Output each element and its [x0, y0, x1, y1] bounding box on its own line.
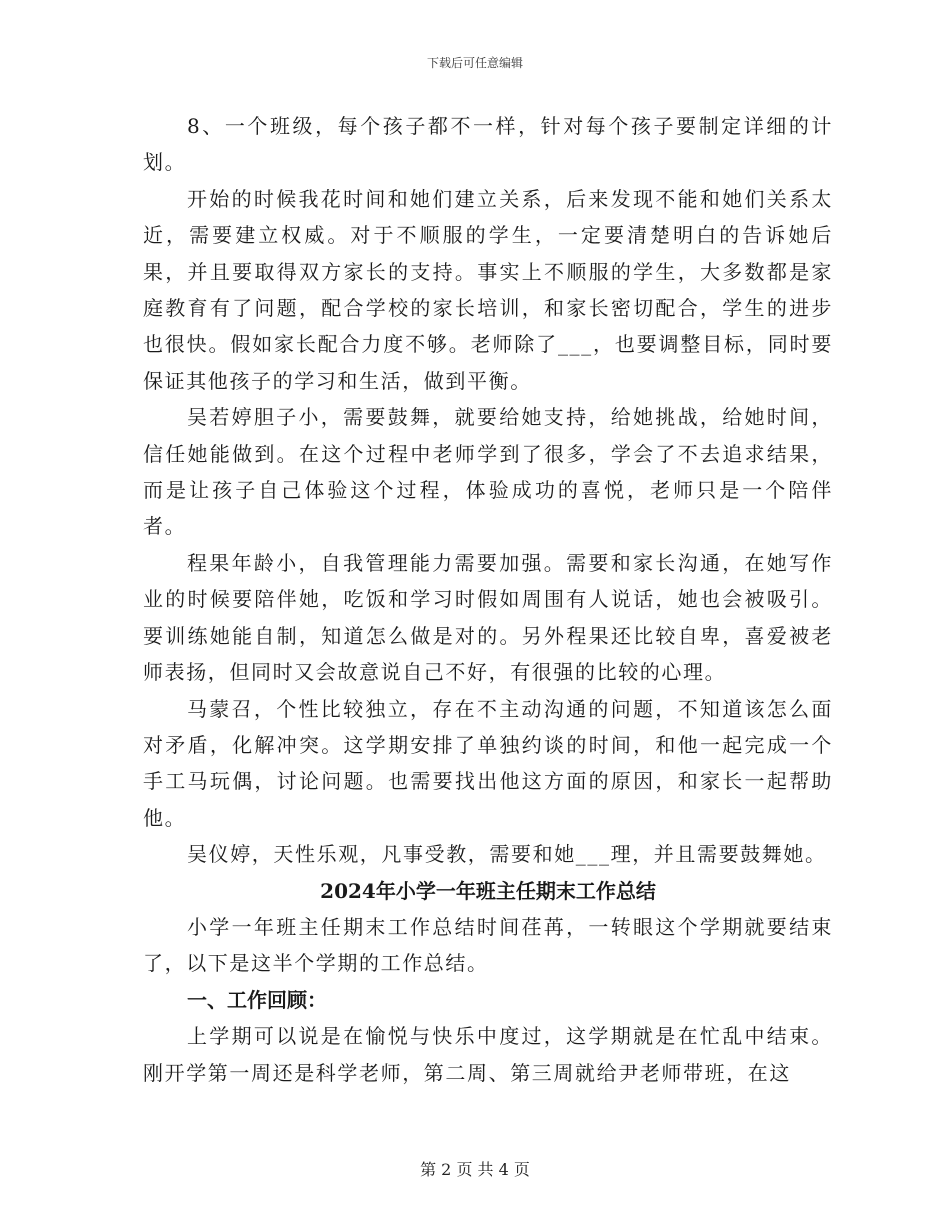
paragraph-wu-ruoting: 吴若婷胆子小，需要鼓舞，就要给她支持，给她挑战，给她时间，信任她能做到。在这个过程中老师学到了很多，学会了不去追求结果，而是让孩子自己体验这个过程，体验成功的喜悦，老师只是一个陪伴者。 — [143, 405, 833, 539]
paragraph-wu-yiting: 吴仪婷，天性乐观，凡事受教，需要和她___理，并且需要鼓舞她。 — [187, 842, 827, 867]
paragraph-review: 上学期可以说是在愉悦与快乐中度过，这学期就是在忙乱中结束。刚开学第一周还是科学老师，第二周、第三周就给尹老师带班，在这 — [143, 1024, 833, 1085]
paragraph-plan: 8、一个班级，每个孩子都不一样，针对每个孩子要制定详细的计划。 — [143, 114, 833, 175]
paragraph-authority: 开始的时候我花时间和她们建立关系，后来发现不能和她们关系太近，需要建立权威。对于不顺服的学生，一定要清楚明白的告诉她后果，并且要取得双方家长的支持。事实上不顺服的学生，大多数都是家庭教育有了问题，配合学校的家长培训，和家长密切配合，学生的进步也很快。假如家长配合力度不够。老师除了___，也要调整目标，同时要保证其他孩子的学习和生活，做到平衡。 — [143, 186, 833, 393]
section-title: 2024年小学一年班主任期末工作总结 — [320, 878, 656, 903]
page-header-note: 下载后可任意编辑 — [426, 56, 523, 70]
page-footer-number: 第 2 页 共 4 页 — [420, 1160, 530, 1179]
paragraph-cheng-guo: 程果年龄小，自我管理能力需要加强。需要和家长沟通，在她写作业的时候要陪伴她，吃饭和学习时假如周围有人说话，她也会被吸引。要训练她能自制，知道怎么做是对的。另外程果还比较自卑，喜爱被老师表扬，但同时又会故意说自己不好，有很强的比较的心理。 — [143, 550, 833, 685]
paragraph-ma-mengzhao: 马蒙召，个性比较独立，存在不主动沟通的问题，不知道该怎么面对矛盾，化解冲突。这学期安排了单独约谈的时间，和他一起完成一个手工马玩偶，讨论问题。也需要找出他这方面的原因，和家长一起帮助他。 — [143, 696, 833, 830]
document-body — [143, 108, 833, 1091]
paragraph-intro: 小学一年班主任期末工作总结时间荏苒，一转眼这个学期就要结束了，以下是这半个学期的工作总结。 — [143, 914, 833, 976]
section-heading-review: 一、工作回顾： — [187, 987, 327, 1012]
